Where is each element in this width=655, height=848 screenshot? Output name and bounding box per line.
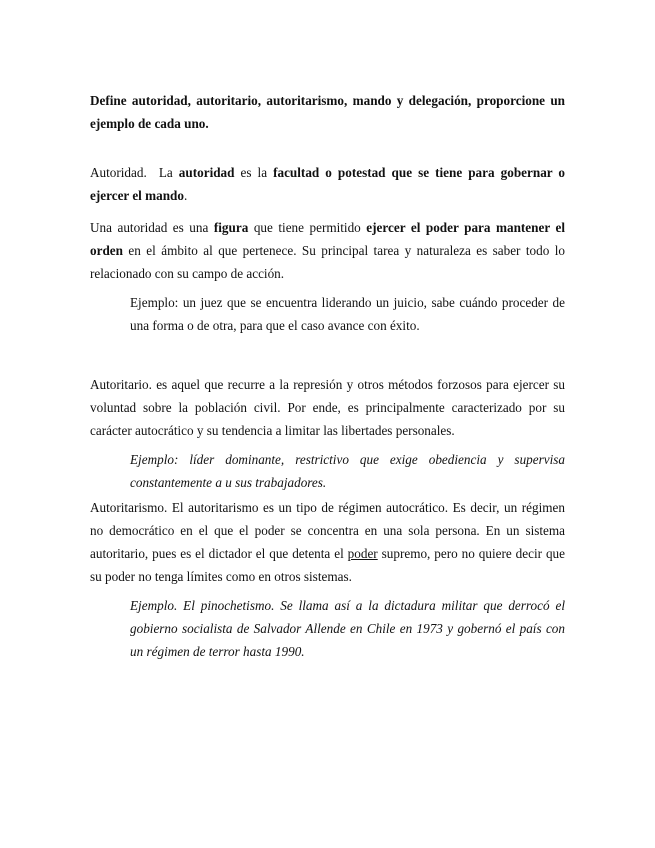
text: La	[158, 165, 173, 180]
text: que tiene permitido	[253, 220, 361, 235]
paragraph-autoritario: Autoritario. es aquel que recurre a la represión y otros métodos forzosos para ejercer su voluntad sobre la población civil. Por ende, es principalmente caracterizado por su carácter autocrático y su tendencia a limitar las libertades personales.	[90, 377, 565, 438]
text: Autoritarismo. El autoritarismo es un tipo de régimen autocrático. Es decir, un régimen no democrático en el que el poder se concentra en una sola persona. En un sistema autoritario, pues es el dictador el que detenta el	[90, 500, 565, 561]
text: en el ámbito al que pertenece. Su principal tarea y naturaleza es saber todo lo relacionado con su campo de acción.	[90, 243, 566, 281]
term-autoridad: Autoridad.	[90, 165, 147, 180]
paragraph-autoridad-figura	[90, 216, 565, 285]
text: .	[184, 188, 188, 203]
paragraph-autoridad	[90, 161, 565, 207]
text: Una autoridad es una	[90, 220, 209, 235]
bold-text: facultad o potestad que se tiene para gobernar o ejercer el mando	[90, 165, 566, 203]
bold-text: autoridad	[178, 165, 235, 180]
example-autoridad: Ejemplo: un juez que se encuentra liderando un juicio, sabe cuándo proceder de una forma o de otra, para que el caso avance con éxito.	[130, 295, 565, 333]
bold-text: ejercer el poder para mantener el orden	[90, 220, 565, 258]
underlined-link-text[interactable]: poder	[347, 546, 378, 561]
example-autoritario: Ejemplo: líder dominante, restrictivo que exige obediencia y supervisa constantemente a u sus trabajadores.	[130, 452, 565, 490]
text: supremo, pero no quiere decir que su poder no tenga límites como en otros sistemas.	[90, 546, 565, 584]
bold-text: figura	[213, 220, 249, 235]
paragraph-autoritarismo	[90, 496, 565, 588]
question-heading: Define autoridad, autoritario, autoritarismo, mando y delegación, proporcione un ejemplo de cada uno.	[90, 93, 565, 131]
example-autoritarismo: Ejemplo. El pinochetismo. Se llama así a la dictadura militar que derrocó el gobierno socialista de Salvador Allende en Chile en 1973 y gobernó el país con un régimen de terror hasta 1990.	[130, 598, 565, 659]
text: es la	[240, 165, 268, 180]
